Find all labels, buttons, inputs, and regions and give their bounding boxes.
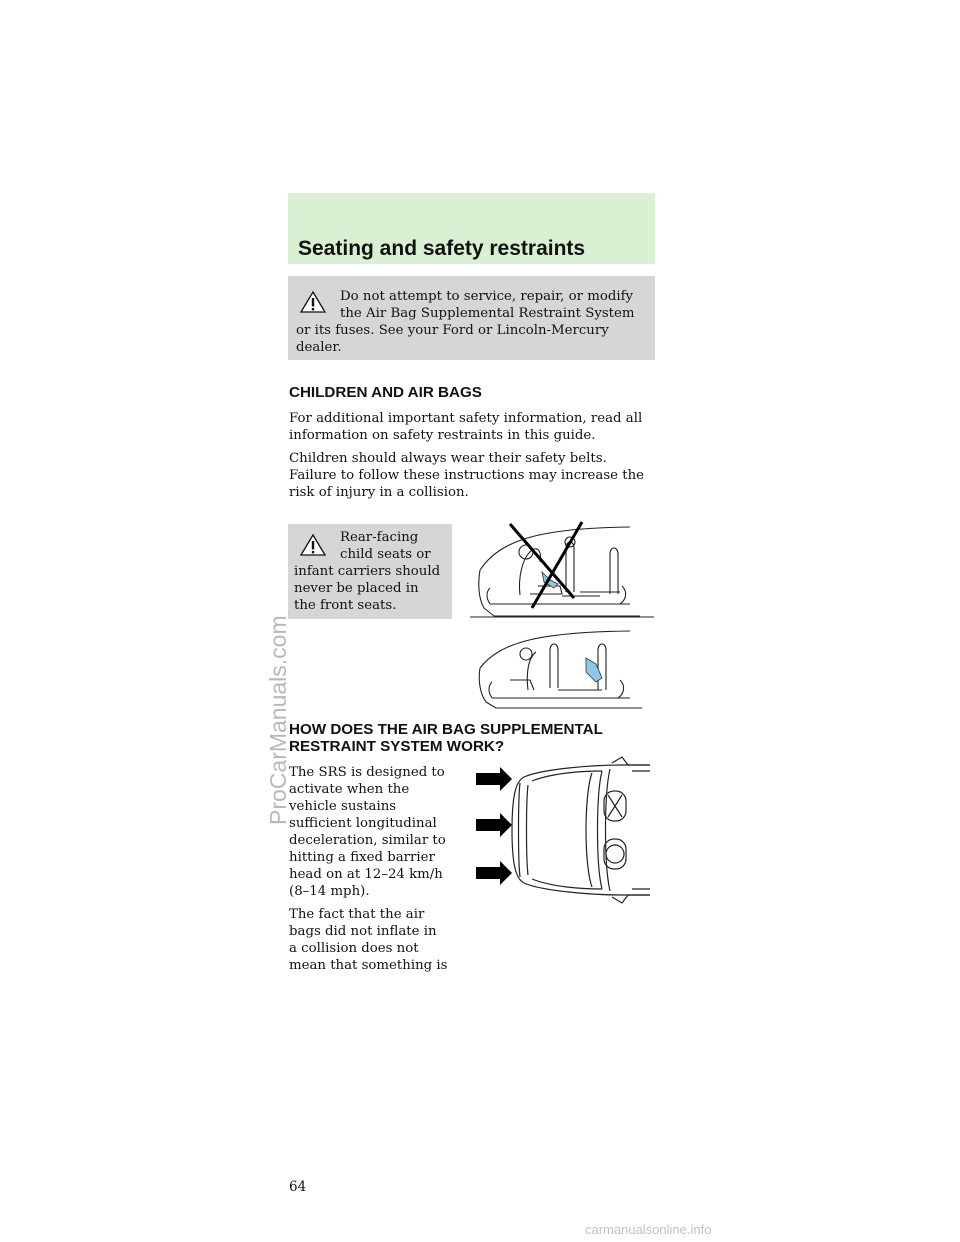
warning2-line-4: never be placed in [294, 581, 419, 596]
impact-arrow-icon [476, 767, 512, 791]
section1-p2-line-3: risk of injury in a collision. [289, 485, 469, 500]
page-number: 64 [289, 1179, 307, 1195]
watermark-text: ProCarManuals.com [265, 615, 291, 825]
illustration-front-seat-crossed [470, 520, 660, 630]
section2-p2-line-4: mean that something is [289, 958, 448, 973]
warning1-line-3: or its fuses. See your Ford or Lincoln-Mercury [296, 323, 609, 338]
section1-p2-line-1: Children should always wear their safety belts. [289, 451, 607, 466]
section2-p1-line-5: deceleration, similar to [289, 833, 446, 848]
warning2-line-5: the front seats. [294, 598, 397, 613]
impact-arrow-icon [476, 813, 512, 837]
illustration-rear-seat [470, 628, 660, 710]
section2-p2-line-3: a collision does not [289, 941, 419, 956]
section1-p1-line-2: information on safety restraints in this guide. [289, 428, 596, 443]
section2-p1-line-4: sufficient longitudinal [289, 816, 437, 831]
site-watermark: carmanualsonline.info [585, 1222, 712, 1237]
page-title: Seating and safety restraints [298, 237, 586, 260]
section2-p1-line-3: vehicle sustains [289, 799, 397, 814]
section2-p2-line-1: The fact that the air [289, 907, 425, 922]
warning-triangle-icon [300, 534, 326, 556]
section-heading-children: CHILDREN AND AIR BAGS [289, 384, 482, 401]
section2-p1-line-2: activate when the [289, 782, 410, 797]
warning2-line-3: infant carriers should [294, 564, 441, 579]
warning2-line-2: child seats or [340, 547, 431, 562]
impact-arrow-icon [476, 861, 512, 885]
section2-p2-line-2: bags did not inflate in [289, 924, 437, 939]
section2-p1-line-7: head on at 12–24 km/h [289, 867, 443, 882]
section-heading-srs-line-2: RESTRAINT SYSTEM WORK? [289, 738, 505, 755]
warning1-line-1: Do not attempt to service, repair, or modify [340, 289, 634, 304]
warning-triangle-icon [300, 291, 326, 313]
section2-p1-line-1: The SRS is designed to [289, 765, 445, 780]
section-heading-srs-line-1: HOW DOES THE AIR BAG SUPPLEMENTAL [289, 721, 603, 738]
section2-p1-line-8: (8–14 mph). [289, 884, 370, 899]
section1-p1-line-1: For additional important safety information, read all [289, 411, 643, 426]
warning1-line-4: dealer. [296, 340, 342, 355]
section1-p2-line-2: Failure to follow these instructions may increase the [289, 468, 645, 483]
illustration-frontal-impact [472, 755, 654, 905]
warning2-line-1: Rear-facing [340, 530, 419, 545]
warning1-line-2: the Air Bag Supplemental Restraint System [340, 306, 635, 321]
section2-p1-line-6: hitting a fixed barrier [289, 850, 435, 865]
